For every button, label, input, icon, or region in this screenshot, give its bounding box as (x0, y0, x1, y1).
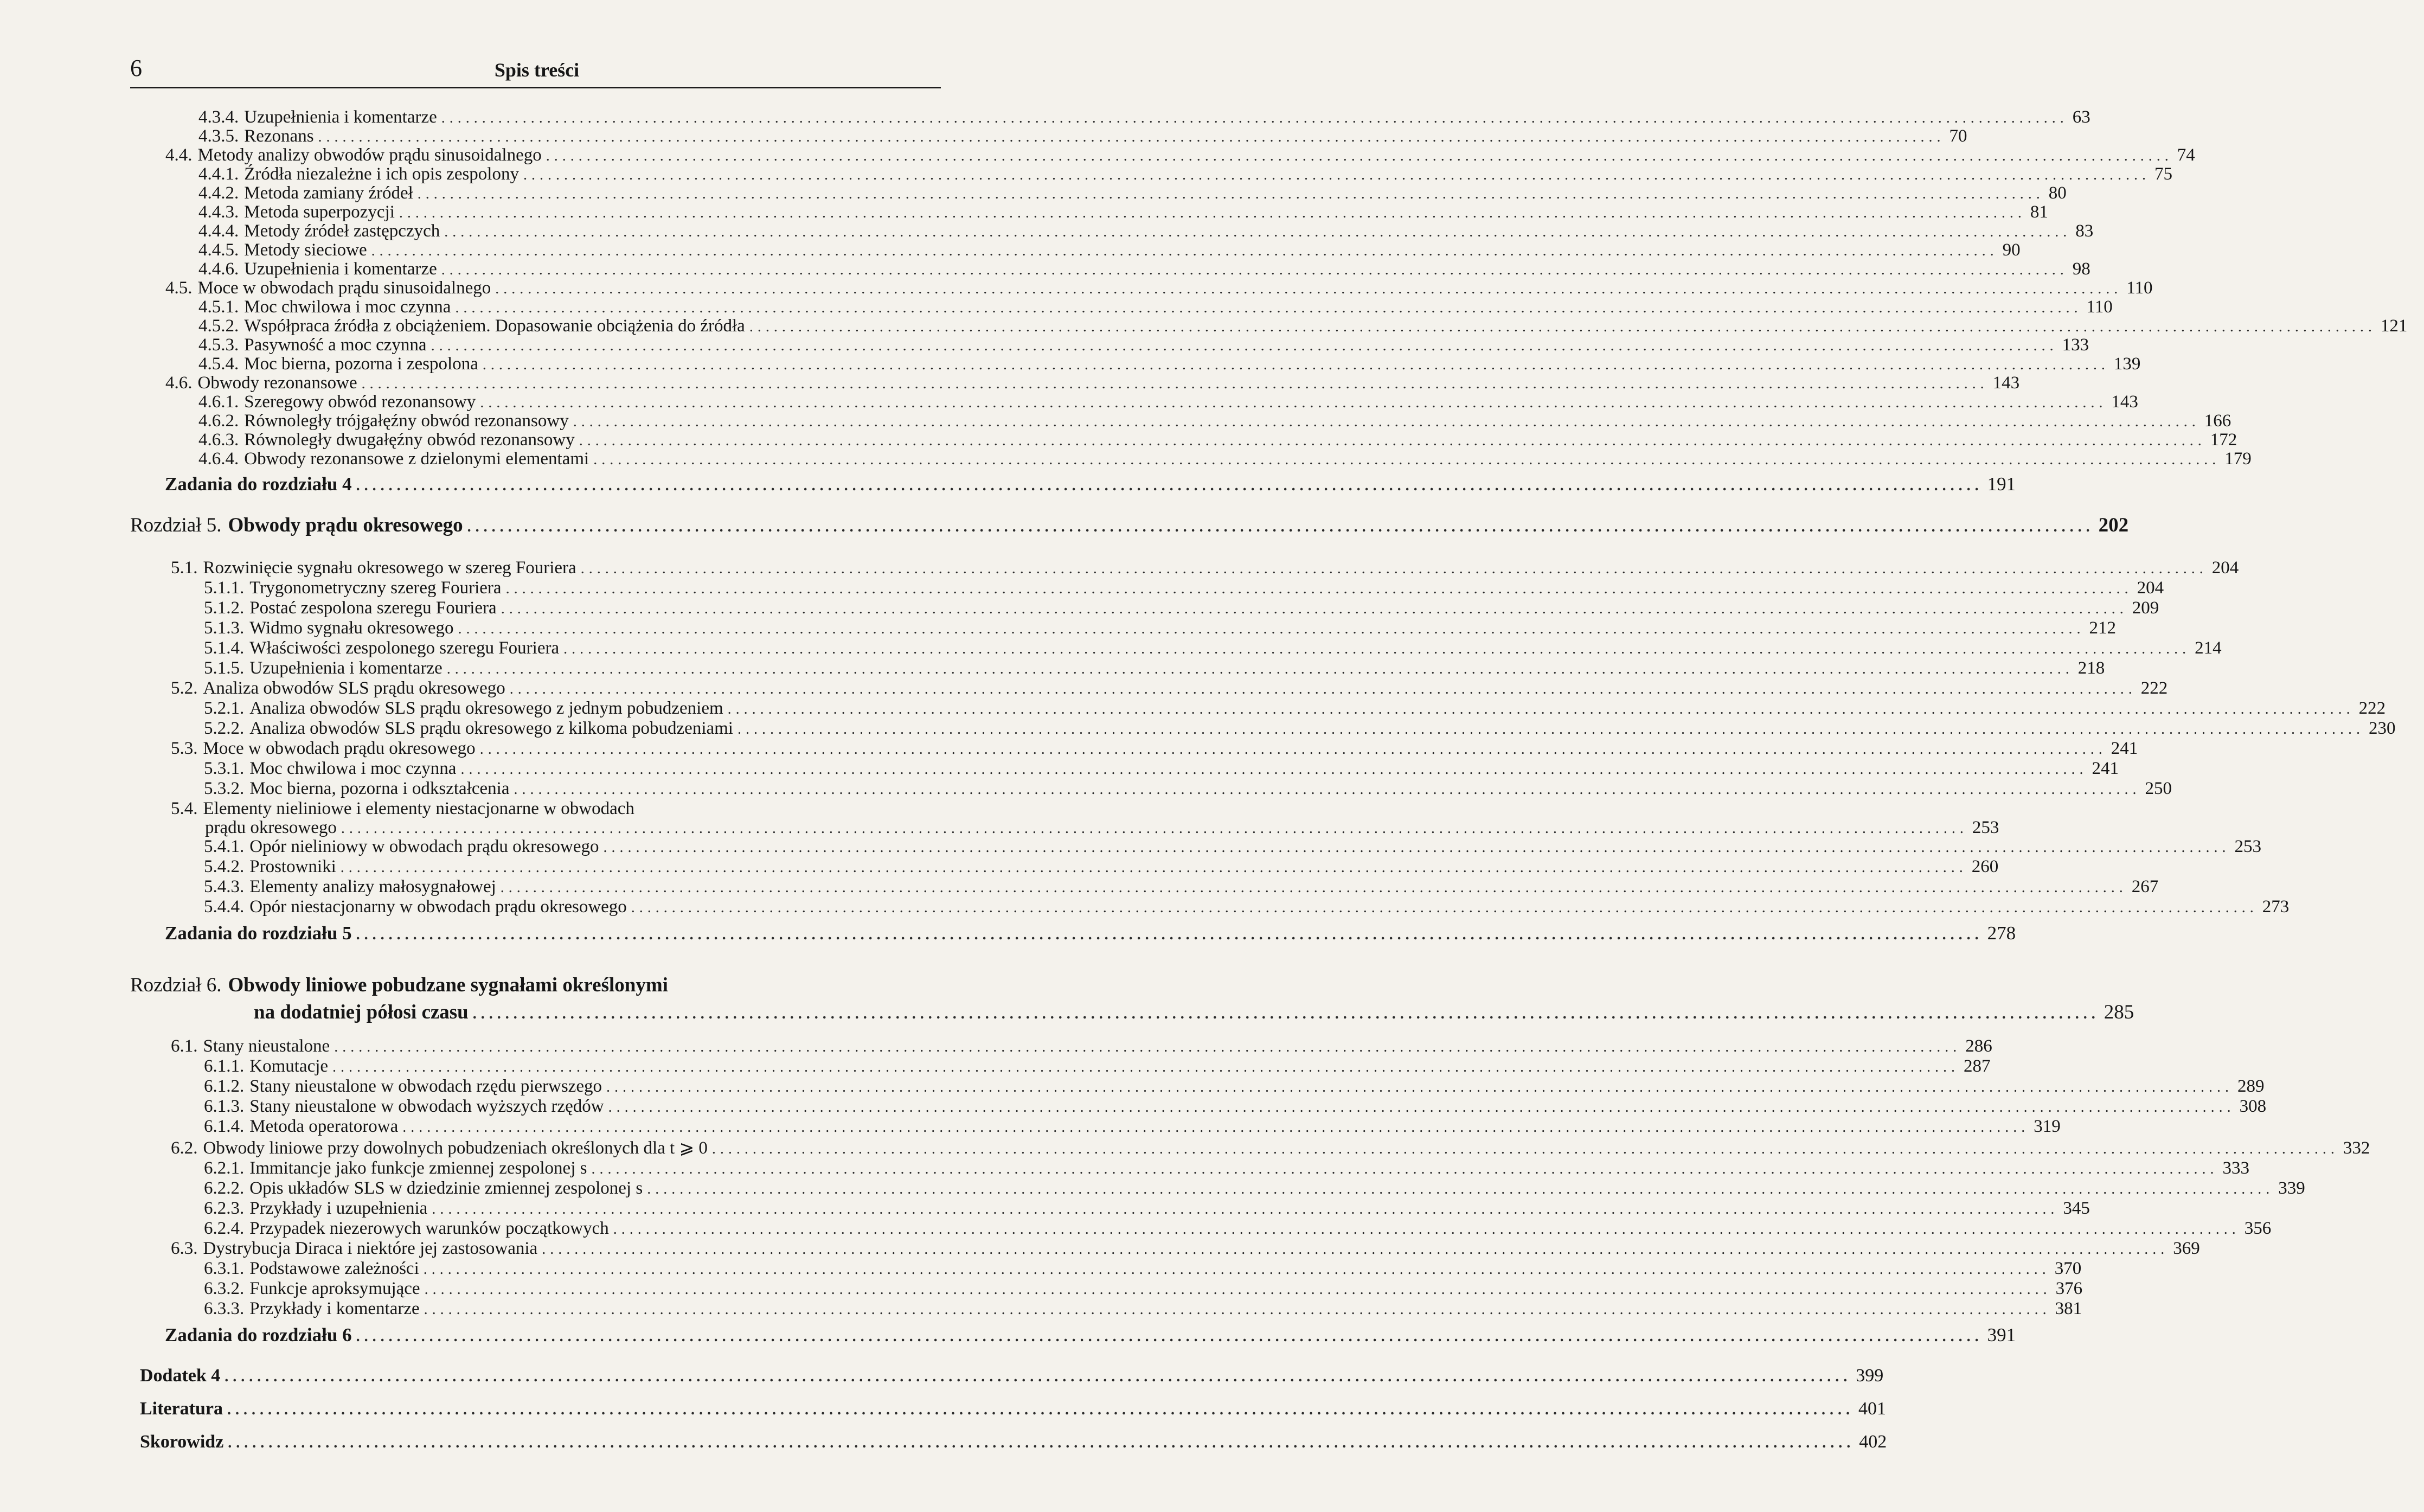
entry-title: Dodatek 4 (140, 1366, 221, 1386)
toc-chapter-5 (130, 507, 2129, 549)
toc-back-matter (130, 1362, 1884, 1395)
entry-number: 5.1.4. (204, 638, 245, 658)
page-ref: 121 (2380, 316, 2408, 336)
entry-title: Prostowniki (249, 857, 336, 876)
page-ref: 74 (2177, 145, 2195, 165)
page-ref: 81 (2030, 202, 2048, 222)
page-ref: 204 (2137, 578, 2164, 598)
toc-group-chapter-4 (130, 107, 2408, 507)
entry-title: Moc bierna, pozorna i zespolona (244, 354, 478, 374)
entry-title: Literatura (140, 1399, 223, 1419)
page-ref: 308 (2239, 1097, 2267, 1116)
entry-number: 4.5.4. (198, 354, 239, 374)
entry-number: 5.1.3. (204, 618, 245, 638)
dot-leader: ........................................................................................................................................................................................................ (332, 1059, 1960, 1075)
entry-title: Moc chwilowa i moc czynna (244, 297, 451, 317)
toc-back-matter (130, 1395, 1886, 1428)
toc-chapter-6 (130, 967, 2134, 1029)
entry-title: Moc chwilowa i moc czynna (249, 759, 457, 778)
toc-entry (130, 699, 2386, 719)
page-ref: 110 (2086, 297, 2113, 317)
page-ref: 209 (2132, 598, 2159, 618)
entry-number: 4.4. (165, 145, 193, 165)
dot-leader: ........................................................................................................................................................................................................ (225, 1368, 1852, 1385)
dot-leader: ........................................................................................................................................................................................................ (573, 413, 2200, 430)
dot-leader: ........................................................................................................................................................................................................ (340, 859, 1967, 876)
entry-title: Metoda superpozycji (244, 202, 395, 222)
entry-number: 4.3.5. (198, 126, 239, 146)
toc-entry (130, 598, 2159, 618)
dot-leader: ........................................................................................................................................................................................................ (432, 1201, 2059, 1218)
page-ref: 401 (1858, 1399, 1886, 1419)
toc-entry (130, 759, 2119, 779)
toc-entry (130, 1158, 2249, 1178)
page-ref: 222 (2358, 699, 2386, 718)
page-ref: 376 (2055, 1279, 2083, 1298)
entry-title: Komutacje (249, 1056, 329, 1076)
toc-entry (130, 877, 2159, 897)
toc-group-chapter-6 (130, 1036, 2370, 1358)
entry-title: Przykłady i uzupełnienia (249, 1199, 428, 1218)
entry-number: 4.4.4. (198, 221, 239, 241)
toc-entry (130, 1117, 2061, 1137)
page-ref: 402 (1859, 1432, 1887, 1452)
dot-leader: ........................................................................................................................................................................................................ (563, 640, 2191, 657)
page-ref: 273 (2262, 897, 2290, 917)
dot-leader: ........................................................................................................................................................................................................ (613, 1221, 2240, 1238)
entry-number: 6.3.2. (204, 1279, 245, 1298)
entry-number: 4.6.3. (198, 430, 239, 450)
toc-entry (130, 221, 2094, 241)
entry-number: 4.6.2. (198, 411, 239, 431)
dot-leader: ........................................................................................................................................................................................................ (402, 1119, 2030, 1136)
entry-title: Obwody rezonansowe (197, 373, 357, 393)
page-ref: 391 (1987, 1324, 2016, 1346)
chapter-title: Obwody prądu okresowego (228, 514, 463, 536)
entry-number: 5.1.1. (204, 578, 245, 598)
entry-number: 6.2.2. (204, 1178, 245, 1198)
page-ref: 319 (2034, 1117, 2061, 1136)
dot-leader: ........................................................................................................................................................................................................ (424, 1281, 2051, 1298)
entry-number: 4.4.3. (198, 202, 239, 222)
page-ref: 370 (2054, 1259, 2082, 1278)
dot-leader: ........................................................................................................................................................................................................ (501, 600, 2128, 617)
entry-number: 5.4.1. (204, 837, 245, 856)
toc-entry (130, 1199, 2090, 1219)
entry-number: 6.1.4. (204, 1117, 245, 1136)
toc-entry (130, 578, 2164, 598)
toc-entry (130, 1036, 1992, 1056)
entry-title: Współpraca źródła z obciążeniem. Dopasowanie obciążenia do źródła (244, 316, 745, 336)
toc-group-chapter-5 (130, 558, 2396, 799)
page-ref: 222 (2140, 678, 2168, 698)
dot-leader: ........................................................................................................................................................................................................ (444, 223, 2072, 240)
page-ref: 218 (2077, 658, 2105, 678)
page-ref: 98 (2072, 259, 2090, 279)
dot-leader: ........................................................................................................................................................................................................ (431, 337, 2058, 354)
entry-number: 5.2.1. (204, 699, 245, 718)
entry-title: Źródła niezależne i ich opis zespolony (244, 164, 519, 184)
page-ref: 241 (2111, 739, 2138, 758)
page-ref: 143 (2111, 392, 2138, 412)
entry-title: Zadania do rozdziału 4 (165, 473, 352, 495)
page-ref: 70 (1949, 126, 1967, 146)
dot-leader: ........................................................................................................................................................................................................ (399, 204, 2026, 221)
entry-number: 5.1.2. (204, 598, 245, 618)
toc-entry (130, 259, 2090, 279)
page-ref: 332 (2343, 1138, 2370, 1158)
entry-number: 4.5.2. (198, 316, 239, 336)
page-ref: 345 (2063, 1199, 2090, 1218)
toc-group-back-matter (130, 1362, 1887, 1462)
toc-entry (130, 1239, 2200, 1259)
dot-leader: ........................................................................................................................................................................................................ (423, 1261, 2050, 1278)
entry-title: Metoda operatorowa (249, 1117, 399, 1136)
toc-back-matter (130, 1428, 1887, 1462)
entry-number: 5.4.2. (204, 857, 245, 876)
toc-entry (130, 719, 2396, 739)
dot-leader: ........................................................................................................................................................................................................ (509, 681, 2137, 697)
entry-title: Równoległy trójgałęźny obwód rezonansowy (244, 411, 569, 431)
dot-leader: ........................................................................................................................................................................................................ (458, 620, 2085, 637)
toc-entry (130, 164, 2172, 184)
page-ref: 90 (2002, 240, 2021, 260)
toc-entry (130, 897, 2290, 917)
entry-title: Moce w obwodach prądu okresowego (203, 739, 476, 758)
chapter-label: Rozdział 5. (130, 514, 222, 536)
page-header (130, 54, 944, 87)
toc-entry (130, 183, 2067, 203)
entry-number: 6.3.3. (204, 1299, 245, 1318)
entry-title: Trygonometryczny szereg Fouriera (249, 578, 502, 598)
dot-leader: ........................................................................................................................................................................................................ (749, 318, 2376, 335)
dot-leader: ........................................................................................................................................................................................................ (500, 879, 2127, 896)
entry-title: Moce w obwodach prądu sinusoidalnego (197, 278, 491, 298)
page-ref: 399 (1856, 1366, 1884, 1386)
entry-number: 5.3. (171, 739, 198, 758)
toc-entry (130, 107, 2090, 127)
entry-title: Opór niestacjonarny w obwodach prądu okresowego (249, 897, 627, 917)
entry-title-line2: prądu okresowego (205, 818, 337, 837)
page-ref: 278 (1987, 922, 2016, 944)
page-ref: 339 (2278, 1178, 2305, 1198)
entry-number: 6.1. (171, 1036, 198, 1056)
toc-entry (130, 1219, 2272, 1239)
chapter-title-line2: na dodatniej półosi czasu (254, 1001, 469, 1023)
entry-title: Właściwości zespolonego szeregu Fouriera (249, 638, 560, 658)
entry-number: 4.6.1. (198, 392, 239, 412)
page-ref: 63 (2072, 107, 2090, 127)
entry-title: Dystrybucja Diraca i niektóre jej zastosowania (203, 1239, 538, 1258)
page-ref: 139 (2113, 354, 2141, 374)
dot-leader: ........................................................................................................................................................................................................ (603, 839, 2230, 856)
toc-entry (130, 658, 2105, 678)
entry-title: Równoległy dwugałęźny obwód rezonansowy (244, 430, 575, 450)
entry-title: Metody źródeł zastępczych (244, 221, 440, 241)
dot-leader: ........................................................................................................................................................................................................ (647, 1181, 2274, 1197)
entry-number: 5.4. (171, 799, 198, 818)
toc-entry (130, 558, 2239, 578)
toc-entry (130, 1056, 1991, 1077)
dot-leader: ........................................................................................................................................................................................................ (542, 1241, 2169, 1258)
entry-title: Pasywność a moc czynna (244, 335, 427, 355)
page-ref: 80 (2048, 183, 2067, 203)
entry-number: 6.2. (171, 1138, 198, 1158)
entry-title-line1: Elementy nieliniowe i elementy niestacjonarne w obwodach (203, 799, 634, 818)
toc-entry (130, 837, 2262, 857)
page-ref: 287 (1964, 1056, 1991, 1076)
toc-entry (130, 1137, 2370, 1158)
dot-leader: ........................................................................................................................................................................................................ (467, 518, 2094, 535)
toc-entry (130, 278, 2153, 298)
page-ref: 143 (1992, 373, 2020, 393)
dot-leader: ........................................................................................................................................................................................................ (608, 1099, 2235, 1116)
entry-number: 4.4.6. (198, 259, 239, 279)
entry-title: Moc bierna, pozorna i odkształcenia (249, 779, 510, 798)
dot-leader: ........................................................................................................................................................................................................ (737, 721, 2364, 738)
dot-leader: ........................................................................................................................................................................................................ (227, 1401, 1854, 1418)
toc-exercises (130, 468, 2016, 507)
entry-title: Stany nieustalone w obwodach wyższych rzędów (249, 1097, 604, 1116)
toc-entry (130, 1097, 2267, 1117)
entry-number: 5.3.2. (204, 779, 245, 798)
page-ref: 356 (2244, 1219, 2272, 1238)
entry-title: Przypadek niezerowych warunków początkowych (249, 1219, 609, 1238)
page-ref: 286 (1965, 1036, 1992, 1056)
entry-title: Analiza obwodów SLS prądu okresowego (203, 678, 505, 698)
page-ref: 267 (2131, 877, 2159, 896)
dot-leader: ........................................................................................................................................................................................................ (479, 741, 2107, 758)
page-ref: 110 (2126, 278, 2153, 298)
entry-number: 5.2. (171, 678, 198, 698)
toc-entry (130, 373, 2020, 393)
toc-entry (130, 411, 2231, 431)
dot-leader: ........................................................................................................................................................................................................ (505, 580, 2133, 597)
entry-title: Funkcje aproksymujące (249, 1279, 420, 1298)
entry-title: Analiza obwodów SLS prądu okresowego z jednym pobudzeniem (249, 699, 723, 718)
page-ref: 83 (2075, 221, 2094, 241)
dot-leader: ........................................................................................................................................................................................................ (480, 394, 2107, 411)
page-ref: 285 (2104, 1001, 2134, 1023)
dot-leader: ........................................................................................................................................................................................................ (591, 1161, 2218, 1177)
page-ref: 179 (2224, 449, 2252, 469)
toc-group-5-4 (130, 837, 2290, 956)
dot-leader: ........................................................................................................................................................................................................ (417, 185, 2044, 202)
toc-entry (130, 1178, 2305, 1199)
page-ref: 214 (2195, 638, 2222, 658)
entry-title: Rezonans (244, 126, 314, 146)
dot-leader: ........................................................................................................................................................................................................ (727, 701, 2355, 717)
dot-leader: ........................................................................................................................................................................................................ (546, 148, 2173, 164)
dot-leader: ........................................................................................................................................................................................................ (356, 926, 1983, 943)
entry-title: Uzupełnienia i komentarze (244, 259, 437, 279)
toc-entry (130, 202, 2048, 222)
entry-number: 4.3.4. (198, 107, 239, 127)
dot-leader: ........................................................................................................................................................................................................ (514, 781, 2141, 798)
toc-entry (130, 392, 2138, 412)
entry-number: 4.4.5. (198, 240, 239, 260)
chapter-title-line1: Obwody liniowe pobudzane sygnałami określonymi (228, 974, 668, 996)
entry-number: 6.3. (171, 1239, 198, 1258)
entry-title: Obwody rezonansowe z dzielonymi elementami (244, 449, 589, 469)
page-ref: 172 (2210, 430, 2237, 450)
dot-leader: ........................................................................................................................................................................................................ (441, 110, 2068, 126)
page-ref: 230 (2368, 719, 2396, 738)
toc-entry-5-4 (130, 799, 1999, 837)
page-ref: 253 (2234, 837, 2262, 856)
entry-title: Przykłady i komentarze (249, 1299, 420, 1318)
toc-entry (130, 638, 2222, 658)
dot-leader: ........................................................................................................................................................................................................ (482, 356, 2109, 373)
toc-entry (130, 449, 2252, 469)
entry-title: Zadania do rozdziału 6 (165, 1324, 352, 1346)
page-ref: 250 (2145, 779, 2172, 798)
page-ref: 133 (2062, 335, 2089, 355)
dot-leader: ........................................................................................................................................................................................................ (341, 820, 1968, 837)
toc-entry (130, 316, 2408, 336)
entry-title: Stany nieustalone (203, 1036, 330, 1056)
page-ref: 260 (1971, 857, 1999, 876)
toc-entry (130, 779, 2172, 799)
page-ref: 241 (2092, 759, 2119, 778)
entry-title: Widmo sygnału okresowego (249, 618, 454, 638)
toc-entry (130, 1259, 2082, 1279)
dot-leader: ........................................................................................................................................................................................................ (446, 661, 2074, 677)
entry-title: Elementy analizy małosygnałowej (249, 877, 496, 896)
toc-entry (130, 678, 2168, 699)
toc-entry (130, 354, 2141, 374)
dot-leader: ........................................................................................................................................................................................................ (441, 261, 2068, 278)
toc-entry (130, 126, 1967, 146)
dot-leader: ........................................................................................................................................................................................................ (606, 1079, 2233, 1095)
dot-leader: ........................................................................................................................................................................................................ (523, 166, 2150, 183)
entry-number: 5.4.3. (204, 877, 245, 896)
toc-entry (130, 1077, 2265, 1097)
entry-number: 5.3.1. (204, 759, 245, 778)
entry-number: 6.1.2. (204, 1077, 245, 1096)
dot-leader: ........................................................................................................................................................................................................ (228, 1434, 1855, 1451)
entry-title: Metoda zamiany źródeł (244, 183, 413, 203)
page-number: 6 (130, 55, 142, 81)
toc-entry (130, 430, 2237, 450)
entry-title: Zadania do rozdziału 5 (165, 922, 352, 944)
dot-leader: ........................................................................................................................................................................................................ (631, 899, 2258, 916)
header-rule (130, 87, 941, 88)
dot-leader: ........................................................................................................................................................................................................ (455, 299, 2082, 316)
entry-number: 6.3.1. (204, 1259, 245, 1278)
dot-leader: ........................................................................................................................................................................................................ (580, 560, 2208, 577)
page-ref: 204 (2211, 558, 2239, 578)
page-ref: 166 (2204, 411, 2231, 431)
entry-title: Immitancje jako funkcje zmiennej zespolonej s (249, 1158, 587, 1178)
toc-entry (130, 739, 2138, 759)
entry-number: 4.6. (165, 373, 193, 393)
dot-leader: ........................................................................................................................................................................................................ (593, 451, 2221, 468)
entry-number: 4.6.4. (198, 449, 239, 469)
entry-title: Stany nieustalone w obwodach rzędu pierwszego (249, 1077, 602, 1096)
entry-title: Postać zespolona szeregu Fouriera (249, 598, 497, 618)
dot-leader: ........................................................................................................................................................................................................ (460, 761, 2088, 778)
entry-number: 6.2.4. (204, 1219, 245, 1238)
entry-title: Analiza obwodów SLS prądu okresowego z kilkoma pobudzeniami (249, 719, 733, 738)
entry-number: 4.5. (165, 278, 193, 298)
dot-leader: ........................................................................................................................................................................................................ (579, 432, 2206, 449)
toc-exercises (130, 1319, 2016, 1358)
dot-leader: ........................................................................................................................................................................................................ (472, 1005, 2100, 1022)
entry-number: 5.1. (171, 558, 198, 578)
entry-number: 6.1.3. (204, 1097, 245, 1116)
entry-number: 5.1.5. (204, 658, 245, 678)
dot-leader: ........................................................................................................................................................................................................ (424, 1301, 2051, 1318)
page-ref: 369 (2173, 1239, 2200, 1258)
entry-title: Obwody liniowe przy dowolnych pobudzeniach określonych dla t ⩾ 0 (203, 1138, 708, 1158)
dot-leader: ........................................................................................................................................................................................................ (371, 242, 1998, 259)
entry-title: Uzupełnienia i komentarze (249, 658, 443, 678)
chapter-label: Rozdział 6. (130, 974, 222, 996)
entry-title: Podstawowe zależności (249, 1259, 419, 1278)
toc-entry (130, 145, 2195, 165)
page-ref: 253 (1972, 818, 1999, 837)
page-ref: 202 (2098, 514, 2129, 536)
toc-entry (130, 297, 2113, 317)
page-ref: 212 (2089, 618, 2117, 638)
dot-leader: ........................................................................................................................................................................................................ (711, 1141, 2339, 1157)
dot-leader: ........................................................................................................................................................................................................ (495, 280, 2122, 297)
entry-number: 4.4.1. (198, 164, 239, 184)
entry-title: Skorowidz (140, 1432, 224, 1452)
entry-title: Metody sieciowe (244, 240, 367, 260)
toc-entry (130, 240, 2021, 260)
toc-entry (130, 857, 1999, 877)
entry-title: Opór nieliniowy w obwodach prądu okresowego (249, 837, 599, 856)
entry-number: 4.5.3. (198, 335, 239, 355)
entry-number: 4.5.1. (198, 297, 239, 317)
entry-number: 4.4.2. (198, 183, 239, 203)
toc-entry (130, 335, 2089, 355)
entry-number: 6.1.1. (204, 1056, 245, 1076)
toc-entry (130, 1279, 2083, 1299)
page-ref: 381 (2055, 1299, 2082, 1318)
entry-title: Uzupełnienia i komentarze (244, 107, 437, 127)
table-of-contents (130, 107, 2408, 1462)
dot-leader: ........................................................................................................................................................................................................ (356, 1328, 1983, 1345)
entry-number: 5.4.4. (204, 897, 245, 917)
toc-exercises (130, 917, 2016, 956)
dot-leader: ........................................................................................................................................................................................................ (356, 477, 1983, 494)
entry-title: Opis układów SLS w dziedzinie zmiennej zespolonej s (249, 1178, 643, 1198)
entry-number: 6.2.1. (204, 1158, 245, 1178)
toc-entry (130, 618, 2117, 638)
entry-title: Rozwinięcie sygnału okresowego w szereg Fouriera (203, 558, 576, 578)
entry-title: Metody analizy obwodów prądu sinusoidalnego (197, 145, 542, 165)
entry-title: Szeregowy obwód rezonansowy (244, 392, 476, 412)
entry-number: 6.2.3. (204, 1199, 245, 1218)
page-ref: 75 (2154, 164, 2172, 184)
page-ref: 289 (2237, 1077, 2265, 1096)
dot-leader: ........................................................................................................................................................................................................ (318, 129, 1945, 145)
dot-leader: ........................................................................................................................................................................................................ (361, 375, 1989, 392)
entry-number: 5.2.2. (204, 719, 245, 738)
dot-leader: ........................................................................................................................................................................................................ (334, 1039, 1961, 1055)
page-ref: 333 (2222, 1158, 2249, 1178)
running-title: Spis treści (494, 59, 580, 81)
toc-entry (130, 1299, 2082, 1319)
page-ref: 191 (1987, 473, 2016, 495)
